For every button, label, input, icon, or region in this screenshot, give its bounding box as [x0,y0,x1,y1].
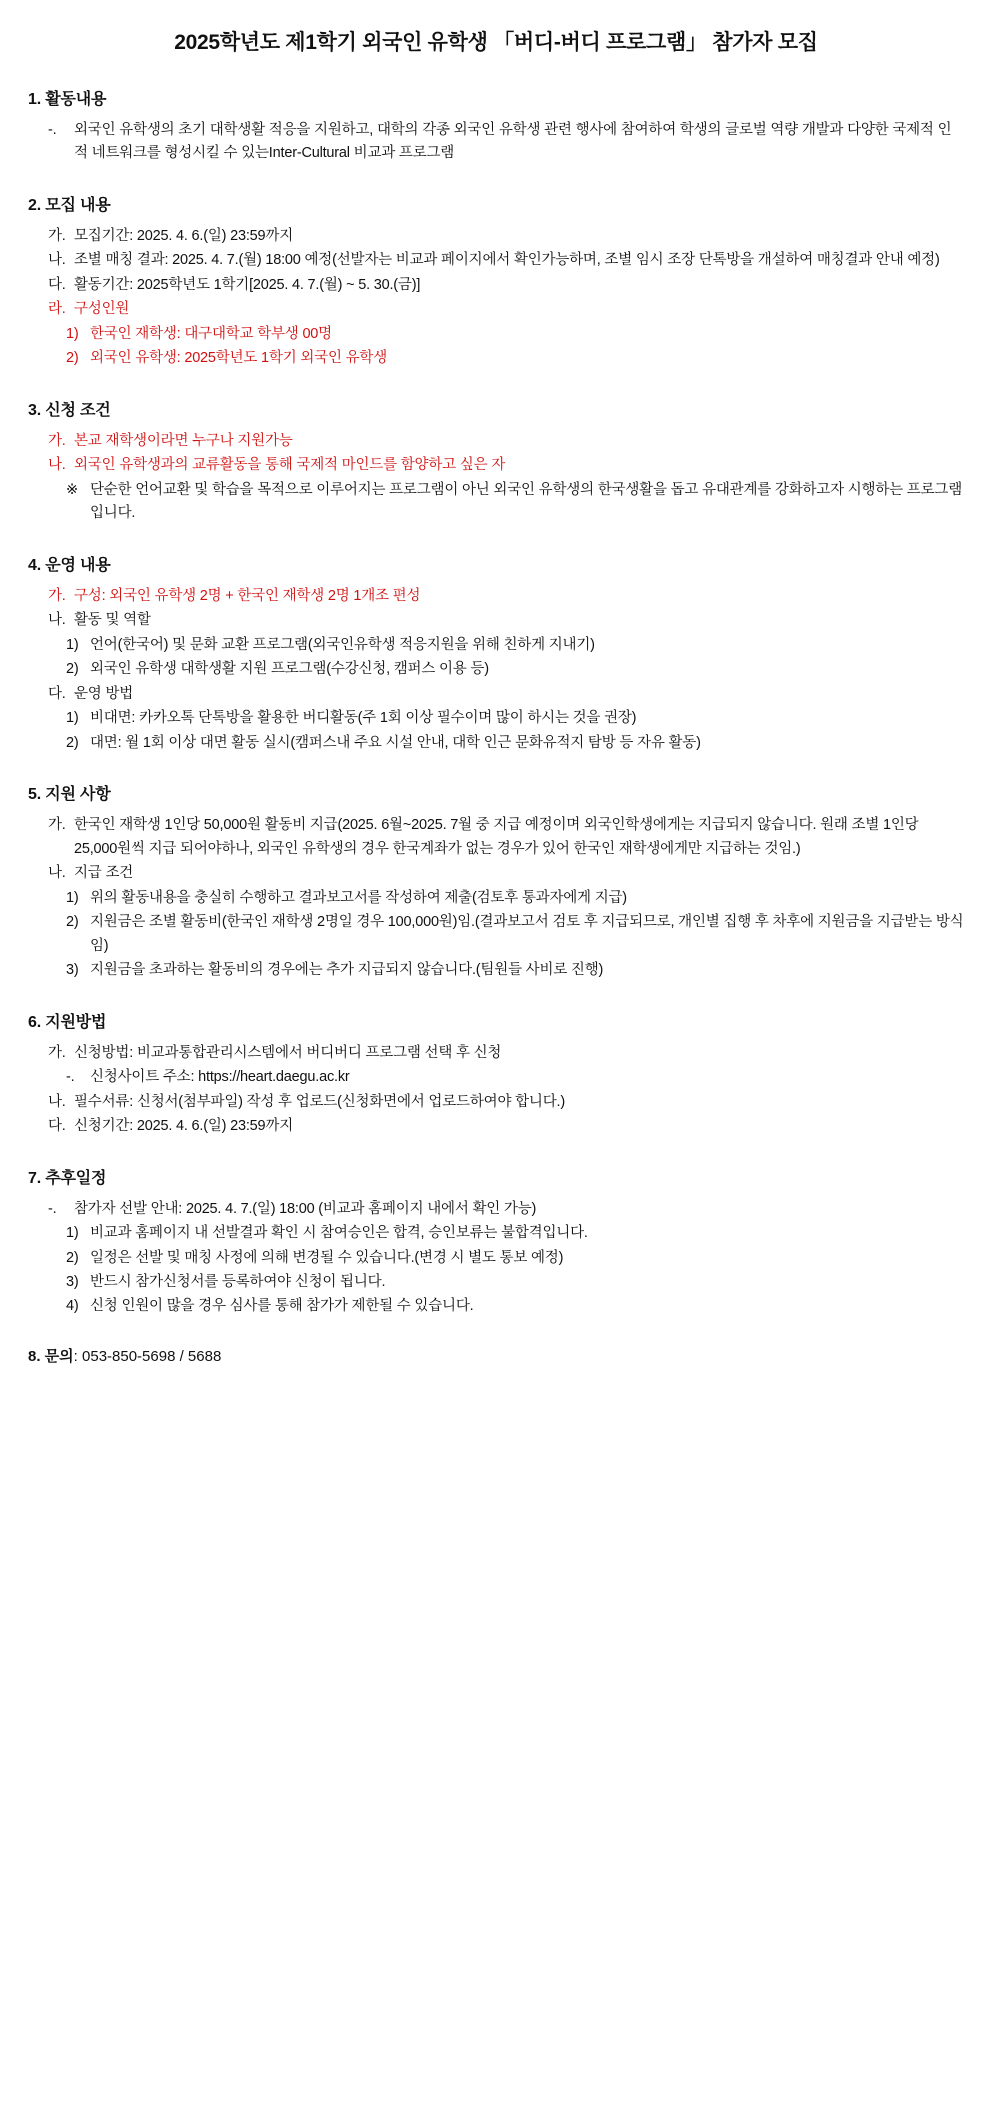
line-text: 활동기간: 2025학년도 1학기[2025. 4. 7.(월) ~ 5. 30.(금)] [74,276,421,293]
section-lines [28,585,964,755]
document-line [28,1222,964,1245]
section-lines [28,119,964,166]
line-text: 한국인 재학생 1인당 50,000원 활동비 지급(2025. 6월~2025. 7월 중 지급 예정이며 외국인학생에게는 지급되지 않습니다. 원래 조별 1인당 25,000원씩 지급 되어야하나, 외국인 유학생의 경우 한국계좌가 없는 경우가 있어 한국인 재학생에게만 지급하는 것임.) [74,817,919,857]
line-text: 신청사이트 주소: https://heart.daegu.ac.kr [90,1069,350,1086]
line-marker: 2) [66,661,79,678]
line-marker: 1) [66,636,79,653]
document-body [28,86,964,1319]
section-lines [28,225,964,371]
line-marker: 2) [66,914,79,931]
document-line [28,347,964,370]
document-line [28,862,964,885]
line-text: 외국인 유학생: 2025학년도 1학기 외국인 유학생 [90,350,388,367]
line-text: 지원금은 조별 활동비(한국인 재학생 2명일 경우 100,000원)임.(결과보고서 검토 후 지급되므로, 개인별 집행 후 차후에 지원금을 지급받는 방식임) [90,914,964,954]
section-heading: 4. 운영 내용 [28,556,111,574]
line-text: 대면: 월 1회 이상 대면 활동 실시(캠퍼스내 주요 시설 안내, 대학 인근 문화유적지 탐방 등 자유 활동) [90,734,701,751]
line-text: 신청 인원이 많을 경우 심사를 통해 참가가 제한될 수 있습니다. [90,1298,474,1315]
document-line [28,298,964,321]
line-text: 필수서류: 신청서(첨부파일) 작성 후 업로드(신청화면에서 업로드하여야 합니다.) [74,1093,565,1110]
line-text: 외국인 유학생과의 교류활동을 통해 국제적 마인드를 함양하고 싶은 자 [74,457,506,474]
line-text: 일정은 선발 및 매칭 사정에 의해 변경될 수 있습니다.(변경 시 별도 통보 예정) [90,1249,564,1266]
line-marker: -. [48,1200,57,1217]
line-marker: 2) [66,734,79,751]
line-text: 비대면: 카카오톡 단톡방을 활용한 버디활동(주 1회 이상 필수이며 많이 하시는 것을 권장) [90,710,637,727]
document-line [28,225,964,248]
line-marker: 다. [48,276,66,293]
document-line [28,1042,964,1065]
line-marker: 다. [48,1118,66,1135]
document-line [28,119,964,166]
line-text: 한국인 재학생: 대구대학교 학부생 00명 [90,325,332,342]
line-text: 외국인 유학생의 초기 대학생활 적응을 지원하고, 대학의 각종 외국인 유학생 관련 행사에 참여하여 학생의 글로벌 역량 개발과 다양한 국제적 인적 네트워크를 형성시킬 수 있는Inter-Cultural 비교과 프로그램 [74,122,952,162]
document-line [28,323,964,346]
line-text: 활동 및 역할 [74,612,151,629]
line-text: 구성인원 [74,301,130,318]
document-line [28,911,964,958]
section-heading: 7. 추후일정 [28,1169,107,1187]
section-lines [28,430,964,526]
document-line [28,454,964,477]
line-text: 신청기간: 2025. 4. 6.(일) 23:59까지 [74,1118,294,1135]
document-line [28,1066,964,1089]
section-heading: 3. 신청 조건 [28,401,111,419]
document-section [28,1165,964,1319]
line-marker: 가. [48,587,66,604]
line-marker: 나. [48,252,66,269]
line-text: 외국인 유학생 대학생활 지원 프로그램(수강신청, 캠퍼스 이용 등) [90,661,489,678]
line-text: 구성: 외국인 유학생 2명 + 한국인 재학생 2명 1개조 편성 [74,587,421,604]
document-line [28,658,964,681]
line-text: 단순한 언어교환 및 학습을 목적으로 이루어지는 프로그램이 아닌 외국인 유학생의 한국생활을 돕고 유대관계를 강화하고자 시행하는 프로그램입니다. [90,481,963,522]
line-marker: ※ [66,481,78,498]
line-text: 조별 매칭 결과: 2025. 4. 7.(월) 18:00 예정(선발자는 비교과 페이지에서 확인가능하며, 조별 임시 조장 단톡방을 개설하여 매칭결과 안내 예정) [74,252,940,269]
line-text: 언어(한국어) 및 문화 교환 프로그램(외국인유학생 적응지원을 위해 친하게 지내기) [90,636,595,653]
document-section [28,552,964,755]
line-text: 운영 방법 [74,685,134,702]
line-marker: 다. [48,685,66,702]
document-line [28,959,964,982]
line-marker: 나. [48,457,66,474]
document-line [28,1271,964,1294]
line-marker: 4) [66,1298,79,1315]
line-marker: 2) [66,1249,79,1266]
document-section [28,1009,964,1139]
section-heading: 2. 모집 내용 [28,196,111,214]
document-line [28,585,964,608]
contact-line [28,1345,964,1366]
contact-label: 8. 문의 [28,1347,74,1365]
line-text: 지급 조건 [74,865,134,882]
document-line [28,814,964,861]
line-marker: 1) [66,325,79,342]
section-lines [28,1042,964,1139]
line-text: 위의 활동내용을 충실히 수행하고 결과보고서를 작성하여 제출(검토후 통과자에게 지급) [90,889,627,906]
document-line [28,274,964,297]
section-heading: 1. 활동내용 [28,91,107,108]
line-text: 신청방법: 비교과통합관리시스템에서 버디버디 프로그램 선택 후 신청 [74,1044,502,1061]
line-text: 비교과 홈페이지 내 선발결과 확인 시 참여승인은 합격, 승인보류는 불합격입니다. [90,1225,588,1242]
document-line [28,1247,964,1270]
section-heading: 5. 지원 사항 [28,786,111,804]
line-marker: 나. [48,612,66,629]
line-marker: 가. [48,1044,66,1061]
line-marker: 1) [66,1225,79,1242]
line-marker: 가. [48,227,66,244]
section-lines [28,814,964,982]
line-marker: 가. [48,432,66,449]
line-text: 반드시 참가신청서를 등록하여야 신청이 됩니다. [90,1273,386,1290]
document-line [28,1091,964,1114]
document-line [28,479,964,526]
document-section [28,192,964,371]
line-marker: 3) [66,962,79,979]
document-line [28,1198,964,1221]
document-line [28,430,964,453]
page-title: 2025학년도 제1학기 외국인 유학생 「버디-버디 프로그램」 참가자 모집 [174,31,818,54]
line-marker: 1) [66,889,79,906]
document-line [28,249,964,272]
line-marker: 가. [48,817,66,834]
line-marker: 나. [48,1093,66,1110]
document-line [28,707,964,730]
line-marker: 2) [66,350,79,367]
document-line [28,1295,964,1318]
document-line [28,634,964,657]
document-line [28,732,964,755]
document-line [28,887,964,910]
line-marker: -. [48,122,57,138]
section-heading: 6. 지원방법 [28,1013,107,1031]
document-section [28,781,964,982]
document-line [28,1115,964,1138]
line-text: 지원금을 초과하는 활동비의 경우에는 추가 지급되지 않습니다.(팀원들 사비로 진행) [90,962,604,979]
line-marker: 나. [48,865,66,882]
line-marker: 1) [66,710,79,727]
section-lines [28,1198,964,1319]
line-text: 모집기간: 2025. 4. 6.(일) 23:59까지 [74,227,294,244]
line-marker: 라. [48,301,66,318]
line-text: 참가자 선발 안내: 2025. 4. 7.(일) 18:00 (비교과 홈페이지 내에서 확인 가능) [74,1200,537,1217]
contact-value: : 053-850-5698 / 5688 [73,1347,222,1365]
line-marker: 3) [66,1273,79,1290]
document-line [28,609,964,632]
document-section [28,397,964,526]
document-section [28,86,964,166]
line-marker: -. [66,1069,75,1086]
document-line [28,683,964,706]
line-text: 본교 재학생이라면 누구나 지원가능 [74,432,293,449]
